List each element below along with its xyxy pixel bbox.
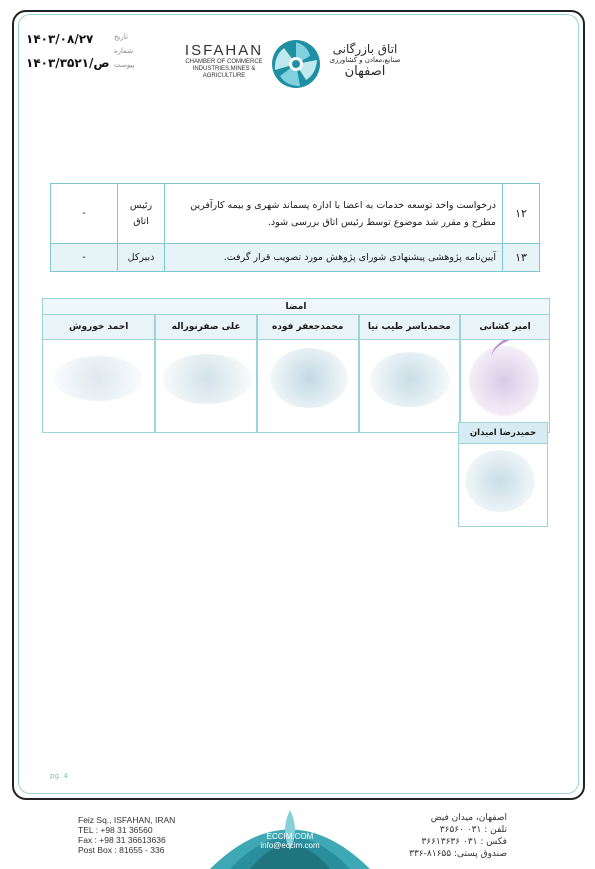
agenda-row — [51, 184, 540, 244]
member-name: علی صفرنوراله — [156, 315, 256, 340]
logo-english — [178, 42, 270, 80]
chamber-logo-icon — [270, 38, 322, 90]
member-cell — [359, 315, 461, 433]
signature-image — [258, 340, 358, 432]
footer-fa-line: تلفن : ۰۳۱ ۳۶۵۶۰ — [439, 825, 507, 835]
members-heading: امضا — [42, 298, 550, 315]
member-cell — [155, 315, 257, 433]
signature-image — [459, 444, 547, 526]
member-cell — [42, 315, 155, 433]
footer-persian-address — [409, 812, 507, 860]
agenda-title: آیین‌نامه پژوهشی پیشنهادی شورای پژوهش مورد تصویب قرار گرفت. — [165, 244, 503, 272]
agenda-deadline: - — [51, 244, 118, 272]
date-label: تاریخ — [114, 33, 128, 41]
footer-en-line: Fax : +98 31 36613636 — [78, 835, 166, 845]
extra-member — [458, 422, 548, 527]
member-name: محمدیاسر طیب نیا — [360, 315, 460, 340]
member-name: امیر کشانی — [461, 315, 549, 340]
signature-image — [43, 340, 154, 432]
agenda-responsible: دبیرکل — [118, 244, 165, 272]
logo-en-line2: INDUSTRIES,MINES & AGRICULTURE — [192, 66, 256, 79]
page-number: pg. 4 — [50, 772, 68, 780]
letter-meta — [26, 32, 176, 74]
footer-fa-line: فکس : ۰۳۱ ۳۶۶۱۳۶۳۶ — [421, 837, 507, 847]
signature-image — [156, 340, 256, 432]
logo-persian — [322, 42, 408, 79]
footer-fa-line: اصفهان، میدان فیض — [430, 813, 507, 823]
signature-image — [360, 340, 460, 432]
logo-fa-line1: اتاق بازرگانی — [332, 42, 398, 56]
footer-en-line: Feiz Sq., ISFAHAN, IRAN — [78, 815, 176, 825]
footer-en-line: TEL : +98 31 36560 — [78, 825, 153, 835]
footer-website — [250, 832, 330, 850]
logo-en-line1: CHAMBER OF COMMERCE — [185, 59, 263, 65]
footer-fa-line: صندوق پستی: ۸۱۶۵۵-۳۳۶ — [409, 849, 507, 859]
member-cell — [257, 315, 359, 433]
agenda-title: درخواست واحد توسعه خدمات به اعضا با اداره پسماند شهری و بیمه کارآفرین مطرح و مقرر شد موضوع توسط رئیس اتاق بررسی شود. — [165, 184, 503, 244]
number-label: شماره — [114, 47, 134, 55]
agenda-deadline: - — [51, 184, 118, 244]
date-value: ۱۴۰۳/۰۸/۲۷ — [26, 32, 94, 46]
member-name: احمد خوروش — [43, 315, 154, 340]
agenda-responsible: رئیس اتاق — [118, 184, 165, 244]
logo-en-title: ISFAHAN — [184, 42, 264, 59]
agenda-row — [51, 244, 540, 272]
member-name: حمیدرضا امیدان — [459, 423, 547, 444]
agenda-number: ۱۳ — [503, 244, 540, 272]
footer-en-line: Post Box : 81655 - 336 — [78, 845, 165, 855]
signature-image — [461, 340, 549, 432]
agenda-number: ۱۲ — [503, 184, 540, 244]
agenda-table — [50, 183, 540, 272]
footer-site-url: ECCIM.COM — [266, 832, 314, 841]
footer-english-address — [78, 815, 175, 855]
member-cell — [460, 315, 550, 433]
footer-email: info@eccim.com — [260, 841, 320, 850]
member-name: محمدجعفر فوده — [258, 315, 358, 340]
member-cell — [458, 422, 548, 527]
logo-fa-line3: اصفهان — [344, 64, 386, 79]
number-value: ۱۴۰۳/ص/۳۵۲۱ — [26, 56, 110, 70]
logo-fa-line2: صنایع،معادن و کشاورزی — [329, 56, 401, 64]
members-signature-table — [42, 298, 550, 433]
attachment-label: پیوست — [114, 61, 135, 69]
